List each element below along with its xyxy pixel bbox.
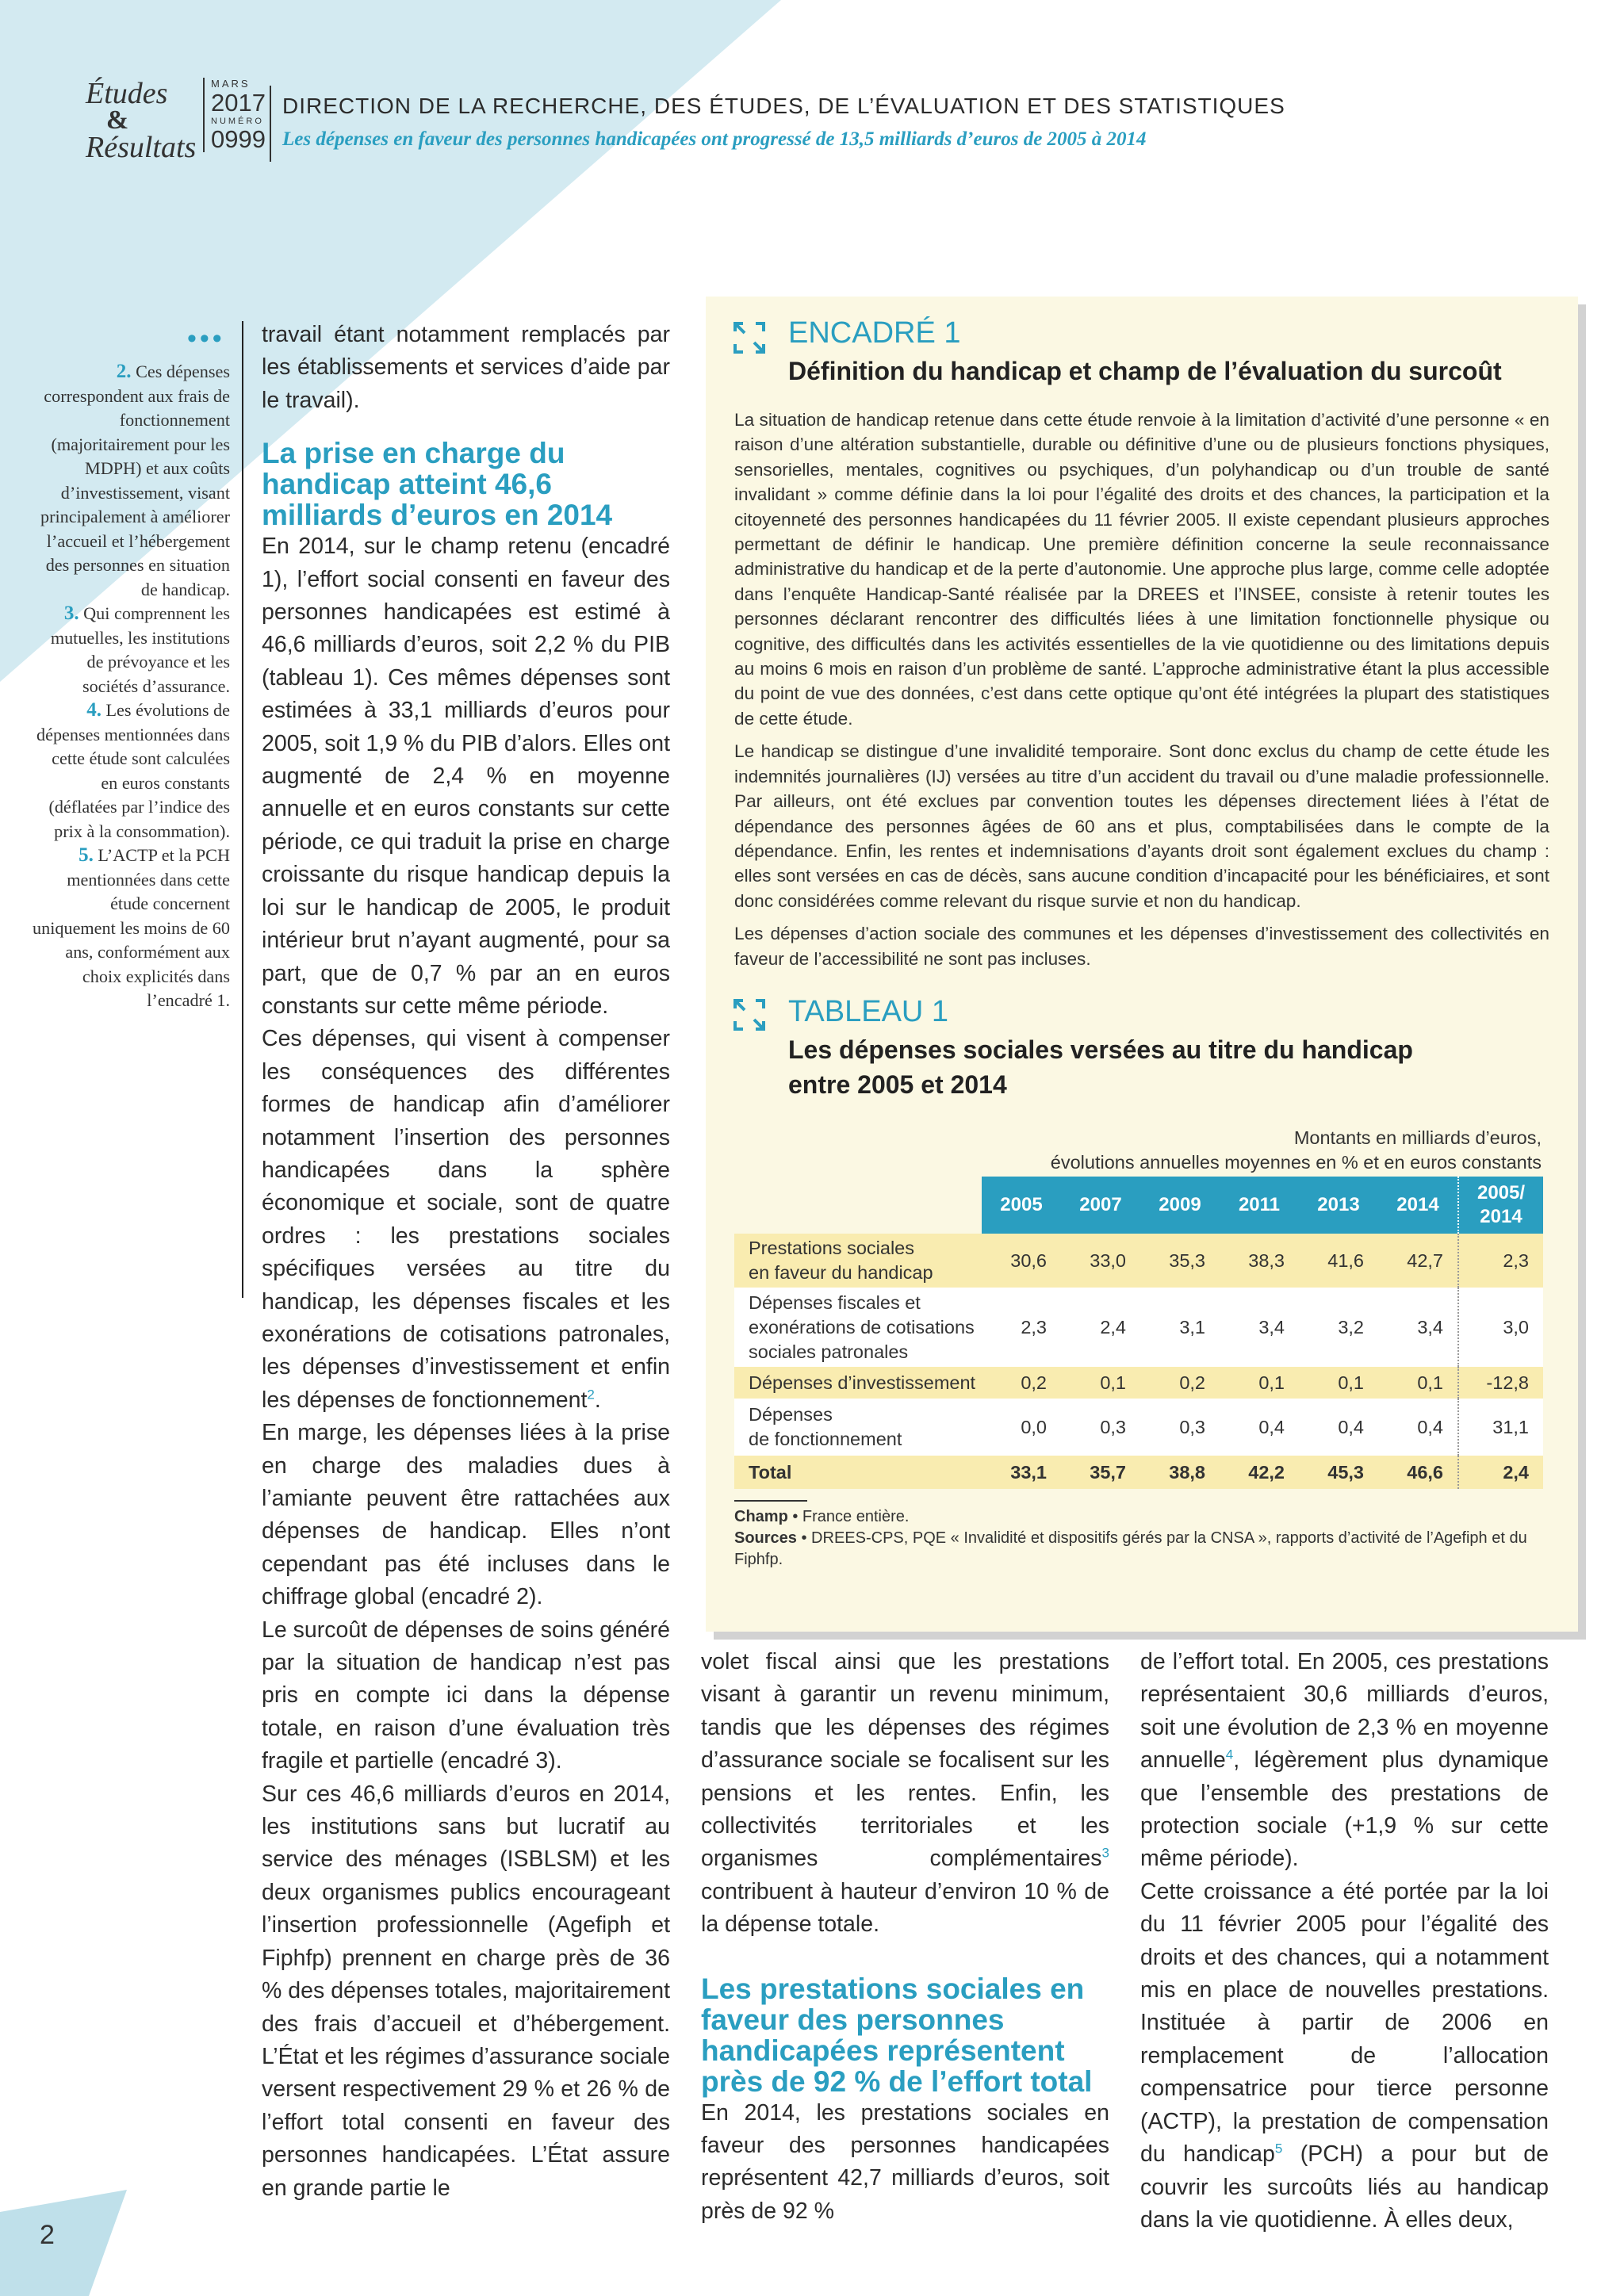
paragraph: En marge, les dépenses liées à la prise en charge des maladies dues à l’amiante peuvent être rattachées aux dépenses de handicap. Elles n’ont cependant pas été incluses dans le chiffrage global (encadré 2). (262, 1420, 670, 1610)
table-cell: 33,0 (1061, 1234, 1140, 1288)
tableau-subtitle-line1: Les dépenses sociales versées au titre du handicap (788, 1035, 1413, 1064)
sources-line (734, 1528, 1527, 1571)
body-column-2 (701, 1646, 1109, 2228)
table-cell: 3,1 (1140, 1288, 1220, 1367)
table-cell: 2,4 (1061, 1288, 1140, 1367)
table-sources (734, 1506, 1527, 1571)
logo-ampersand: & (105, 105, 129, 135)
row-label: Dépenses de fonctionnement (734, 1399, 982, 1456)
footnote-ref[interactable]: 3 (1101, 1845, 1109, 1861)
footnote-number: 4. (86, 699, 102, 721)
logo (86, 77, 197, 164)
paragraph-text: Cette croissance a été portée par la loi du 11 février 2005 pour l’égalité des droits et des chances, qui a notamment mis en place de nouvelles prestations. Instituée à partir de 2006 en remplacement de l’allocation compensatrice pour tierce personne (ACTP), la prestation de compensation du handicap (1140, 1878, 1549, 2168)
data-table (734, 1177, 1543, 1489)
table-cell: 0,1 (1299, 1367, 1378, 1399)
footnote-number: 5. (79, 844, 94, 866)
tableau-title: TABLEAU 1 (788, 995, 949, 1028)
footnote-number: 2. (116, 361, 132, 382)
table-cell: 46,6 (1378, 1456, 1458, 1489)
encadre-box (706, 297, 1578, 1632)
footnote-number: 3. (63, 603, 79, 624)
tableau-subtitle-line2: entre 2005 et 2014 (788, 1070, 1007, 1099)
table-cell: 0,1 (1220, 1367, 1299, 1399)
col-header: 2007 (1061, 1177, 1140, 1234)
row-label: Total (734, 1456, 982, 1489)
table-cell: 0,3 (1140, 1399, 1220, 1456)
col-header: 2013 (1299, 1177, 1378, 1234)
article-subtitle: Les dépenses en faveur des personnes handicapées ont progressé de 13,5 milliards d’euros de 2005 à 2014 (282, 128, 1147, 150)
footnote (32, 602, 230, 698)
footnote (32, 698, 230, 844)
table-cell: 0,3 (1061, 1399, 1140, 1456)
table-cell: 2,3 (1458, 1234, 1543, 1288)
body-column-3 (1140, 1646, 1549, 2237)
table-cell: 3,0 (1458, 1288, 1543, 1367)
header-divider (270, 86, 271, 162)
footnote-ref[interactable]: 2 (587, 1387, 595, 1402)
table-cell: 3,4 (1378, 1288, 1458, 1367)
dots-marker: ••• (187, 323, 225, 354)
col-header: 2011 (1220, 1177, 1299, 1234)
table-row (734, 1399, 1543, 1456)
table-cell: 0,4 (1220, 1399, 1299, 1456)
paragraph: Le surcoût de dépenses de soins généré par la situation de handicap n’est pas pris en compte ici dans la dépense totale, en raison d’une évaluation très fragile et partielle (encadré 3). (262, 1617, 670, 1774)
table-row (734, 1234, 1543, 1288)
col-header: 2005 (982, 1177, 1061, 1234)
units-line1: Montants en milliards d’euros, (1293, 1127, 1542, 1148)
table-cell: 0,4 (1378, 1399, 1458, 1456)
issue-year: 2017 (211, 89, 266, 117)
paragraph: Le handicap se distingue d’une invalidité temporaire. Sont donc exclus du champ de cette étude les indemnités journalières (IJ) versées au titre d’un accident du travail ou d’une maladie professionnelle. Par ailleurs, ont été exclues par convention toutes les dépenses directement liées à l’état de dépendance des personnes âgées de 60 ans et plus, comptabilisées dans le compte de la dépendance. Enfin, les rentes et indemnisations d’ayants droit sont également exclues du champ : elles sont versées en cas de décès, sans aucune condition d’incapacité pour les bénéficiaires, et sont donc considérées comme relevant du risque survie et non du handicap. (734, 741, 1549, 911)
row-label: Dépenses d’investissement (734, 1367, 982, 1399)
paragraph (1140, 1646, 1549, 1876)
table-row (734, 1367, 1543, 1399)
issue-numero-label: NUMÉRO (211, 117, 264, 126)
table-cell: 0,2 (982, 1367, 1061, 1399)
margin-divider (242, 321, 243, 1298)
col-header: 2009 (1140, 1177, 1220, 1234)
paragraph-text: Ces dépenses, qui visent à compenser les conséquences des différentes formes de handicap afin d’améliorer notamment l’insertion des personnes handicapées dans la sphère économique et sociale, sont de quatre ordres : les prestations sociales spécifiques versées au titre du handicap, les dépenses fiscales et les exonérations de cotisations patronales, les dépenses d’investissement et enfin les dépenses de fonctionnement (262, 1026, 670, 1413)
row-label: Dépenses fiscales et exonérations de cotisations sociales patronales (734, 1288, 982, 1367)
paragraph (262, 1023, 670, 1417)
champ-label: Champ (734, 1508, 788, 1525)
table-cell: 0,1 (1061, 1367, 1140, 1399)
paragraph-text: volet fiscal ainsi que les prestations visant à garantir un revenu minimum, tandis que les dépenses des régimes d’assurance sociale se focalisent sur les pensions et les rentes. Enfin, les collectivités territoriales et les organismes complémentaires (701, 1649, 1109, 1872)
table-row-total (734, 1456, 1543, 1489)
footnote-text: L’ACTP et la PCH mentionnées dans cette étude concernent uniquement les moins de 60 ans, conformément aux choix explicités dans l’encadré 1. (33, 845, 230, 1010)
page-number: 2 (40, 2220, 55, 2250)
sources-label: Sources (734, 1529, 797, 1547)
expand-icon (732, 997, 767, 1032)
table-cell: 35,7 (1061, 1456, 1140, 1489)
section-heading: La prise en charge du handicap atteint 46,6 milliards d’euros en 2014 (262, 437, 613, 532)
footnote-text: Qui comprennent les mutuelles, les institutions de prévoyance et les sociétés d’assurance. (50, 603, 230, 696)
table-cell: 41,6 (1299, 1234, 1378, 1288)
col-header: 2005/ 2014 (1458, 1177, 1543, 1234)
footnote (32, 844, 230, 1013)
logo-line2: Résultats (86, 131, 197, 164)
paragraph (701, 1646, 1109, 1942)
sources-text: • DREES-CPS, PQE « Invalidité et dispositifs gérés par la CNSA », rapports d’activité de l’Agefiph et du Fiphfp. (734, 1529, 1527, 1568)
paragraph-text: de l’effort total. En 2005, ces prestations représentaient 30,6 milliards d’euros, soit une évolution de 2,3 % en moyenne annuelle (1140, 1649, 1549, 1774)
footnote-ref[interactable]: 5 (1274, 2141, 1283, 2156)
table-cell: 2,4 (1458, 1456, 1543, 1489)
table-cell: 0,0 (982, 1399, 1061, 1456)
footnotes (32, 360, 230, 1013)
paragraph: Les dépenses d’action sociale des communes et les dépenses d’investissement des collectivités en faveur de l’accessibilité ne sont pas incluses. (734, 924, 1549, 969)
table-cell: 33,1 (982, 1456, 1061, 1489)
table-cell: 31,1 (1458, 1399, 1543, 1456)
table-cell: 42,7 (1378, 1234, 1458, 1288)
paragraph: En 2014, sur le champ retenu (encadré 1), l’effort social consenti en faveur des personnes handicapées est estimé à 46,6 milliards d’euros, soit 2,2 % du PIB (tableau 1). Ces mêmes dépenses sont estimées à 33,1 milliards d’euros pour 2005, soit 1,9 % du PIB d’alors. Elles ont augmenté de 2,4 % en moyenne annuelle et en euros constants sur cette période, ce qui traduit la prise en charge croissante du risque handicap depuis la loi sur le handicap de 2005, le produit intérieur brut n’ayant augmenté, pour sa part, que de 0,7 % par an en euros constants sur cette même période. (262, 534, 670, 1019)
units-line2: évolutions annuelles moyennes en % et en euros constants (1050, 1152, 1542, 1173)
paragraph (1140, 1876, 1549, 2237)
footnote-text: Les évolutions de dépenses mentionnées dans cette étude sont calculées en euros constants (déflatées par l’indice des prix à la consommation). (36, 700, 230, 841)
table-header-row (734, 1177, 1543, 1234)
directorate-title: DIRECTION DE LA RECHERCHE, DES ÉTUDES, DE L’ÉVALUATION ET DES STATISTIQUES (282, 94, 1285, 118)
col-header: 2014 (1378, 1177, 1458, 1234)
encadre-text (734, 408, 1549, 979)
footnote (32, 360, 230, 602)
issue-month: MARS (211, 78, 251, 90)
champ-text: • France entière. (787, 1508, 910, 1525)
table-cell: 2,3 (982, 1288, 1061, 1367)
logo-line1: Études (86, 77, 168, 110)
paragraph-text: (PCH) a pour but de couvrir les surcoûts liés au handicap dans la vie quotidienne. À elles deux, (1140, 2141, 1549, 2233)
footnote-ref[interactable]: 4 (1225, 1747, 1234, 1762)
header-blank (734, 1177, 982, 1234)
expand-icon (732, 320, 767, 355)
table-cell: 38,3 (1220, 1234, 1299, 1288)
table-cell: 0,4 (1299, 1399, 1378, 1456)
table-cell: 0,2 (1140, 1367, 1220, 1399)
table-cell: 30,6 (982, 1234, 1061, 1288)
table-cell: 35,3 (1140, 1234, 1220, 1288)
paragraph: travail étant notamment remplacés par les établissements et services d’aide par le travail). (262, 322, 670, 413)
table-cell: 3,4 (1220, 1288, 1299, 1367)
table-cell: 38,8 (1140, 1456, 1220, 1489)
champ-line (734, 1506, 1527, 1528)
tableau-units (1051, 1126, 1542, 1175)
paragraph: En 2014, les prestations sociales en faveur des personnes handicapées représentent 42,7 milliards d’euros, soit près de 92 % (701, 2099, 1109, 2224)
table-rule (734, 1500, 807, 1502)
encadre-title: ENCADRÉ 1 (788, 316, 961, 350)
paragraph-text: . (594, 1387, 601, 1413)
row-label: Prestations sociales en faveur du handicap (734, 1234, 982, 1288)
table-cell: 42,2 (1220, 1456, 1299, 1489)
table-cell: 3,2 (1299, 1288, 1378, 1367)
footnote-text: Ces dépenses correspondent aux frais de fonctionnement (majoritairement pour les MDPH) et aux coûts d’investissement, visant principalement à améliorer l’accueil et l’hébergement des personnes en situation de handicap. (40, 362, 230, 599)
table-row (734, 1288, 1543, 1367)
paragraph-text: , légèrement plus dynamique que l’ensemble des prestations de protection sociale (+1,9 % sur cette même période). (1140, 1747, 1549, 1872)
table-cell: -12,8 (1458, 1367, 1543, 1399)
encadre-subtitle: Définition du handicap et champ de l’évaluation du surcoût (788, 357, 1502, 385)
paragraph: Sur ces 46,6 milliards d’euros en 2014, les institutions sans but lucratif au service des ménages (ISBLSM) et les deux organismes publics encourageant l’insertion professionnelle (Agefiph et Fiphfp) prennent en charge près de 36 % des dépenses totales, majoritairement des frais d’accueil et d’hébergement. L’État et les régimes d’assurance sociale versent respectivement 29 % et 26 % de l’effort total consenti en faveur des personnes handicapées. L’État assure en grande partie le (262, 1781, 670, 2201)
table-cell: 45,3 (1299, 1456, 1378, 1489)
issue-number: 0999 (211, 125, 266, 153)
section-heading: Les prestations sociales en faveur des personnes handicapées représentent près de 92 % de l’effort total (701, 1972, 1093, 2098)
body-column-1 (262, 319, 670, 2205)
paragraph-text: contribuent à hauteur d’environ 10 % de la dépense totale. (701, 1878, 1109, 1938)
table-cell: 0,1 (1378, 1367, 1458, 1399)
issue-block (203, 78, 274, 152)
paragraph: La situation de handicap retenue dans cette étude renvoie à la limitation d’activité d’une personne « en raison d’une altération substantielle, durable ou définitive d’une ou de plusieurs fonctions physiques, sensorielles, mentales, cognitives ou psychiques, d’un polyhandicap ou d’un trouble de santé invalidant » comme définie dans la loi pour l’égalité des droits et des chances, la participation et la citoyenneté des personnes handicapées du 11 février 2005. Il existe cependant plusieurs approches permettant de définir le handicap. Une première définition concerne la seule reconnaissance administrative du handicap et de la perte d’autonomie. Une approche plus large, comme celle adoptée dans l’enquête Handicap-Santé réalisée par la DREES et l’INSEE, consiste à retenir toutes les personnes déclarant rencontrer des difficultés liées à une limitation fonctionnelle physique ou cognitive, des difficultés dans les activités essentielles de la vie quotidienne ou des limitations depuis au moins 6 mois en raison d’un problème de santé. L’approche administrative étant la plus accessible du point de vue des données, c’est dans cette optique qu’ont été intégrées la plupart des statistiques de cette étude. (734, 410, 1549, 729)
